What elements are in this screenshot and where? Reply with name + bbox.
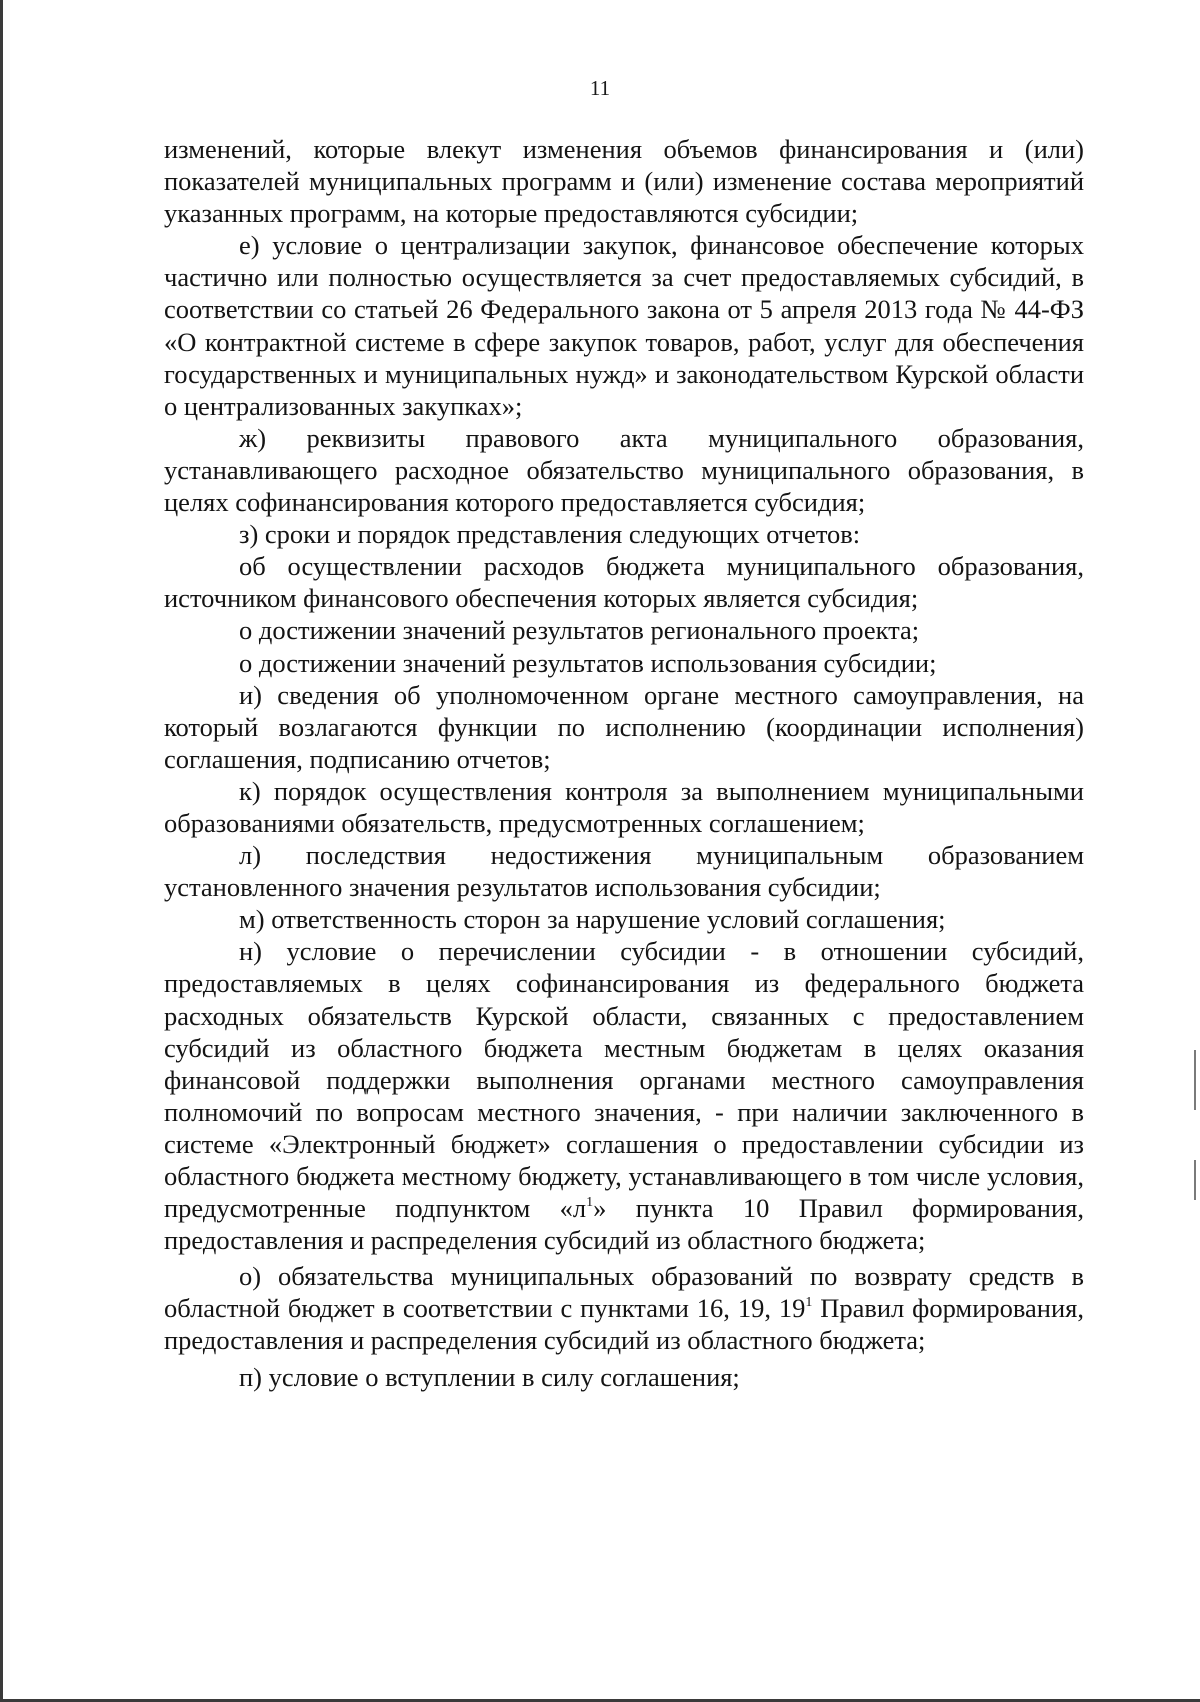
scan-right-edge-mark xyxy=(1194,1160,1196,1200)
paragraph-report-regional-project: о достижении значений результатов регионального проекта; xyxy=(239,615,920,646)
paragraph-item-n-text-end: » пункта 10 Правил формирования, предоставления и распределения субсидий из областного бюджета; xyxy=(164,1193,1084,1256)
paragraph-report-subsidy-results: о достижении значений результатов использования субсидии; xyxy=(239,647,937,678)
superscript: 1 xyxy=(805,1295,813,1311)
scan-right-edge-mark xyxy=(1194,1050,1196,1110)
paragraph-item-o-text-end: Правил формирования, предоставления и распределения субсидий из областного бюджета; xyxy=(164,1293,1084,1356)
paragraph-item-n xyxy=(164,935,1084,1256)
paragraph-item-o xyxy=(164,1260,1084,1356)
paragraph-item-k: к) порядок осуществления контроля за выполнением муниципальными образованиями обязательств, предусмотренных соглашением; xyxy=(164,775,1084,838)
paragraph-item-i: и) сведения об уполномоченном органе местного самоуправления, на который возлагаются функции по исполнению (координации исполнения) соглашения, подписанию отчетов; xyxy=(164,679,1084,774)
paragraph-item-zh: ж) реквизиты правового акта муниципального образования, устанавливающего расходное обязательство муниципального образования, в целях софинансирования которого предоставляется субсидия; xyxy=(164,422,1084,518)
paragraph-item-n-text: н) условие о перечислении субсидии - в отношении субсидий, предоставляемых в целях софинансирования из федерального бюджета расходных обязательств Курской области, связанных с предоставлением субсидий из областного бюджета местным бюджетам в целях оказания финансовой поддержки выполнения органами местного самоуправления полномочий по вопросам местного значения, - при наличии заключенного в системе «Электронный бюджет» соглашения о предоставлении субсидии из областного бюджета местному бюджету, устанавливающего в том числе условия, предусмотренные подпунктом «л xyxy=(164,936,1084,1224)
superscript: 1 xyxy=(586,1195,594,1211)
paragraph-item-o-text: о) обязательства муниципальных образований по возврату средств в областной бюджет в соответствии с пунктами 16, 19, 19 xyxy=(164,1261,1084,1324)
paragraph-item-z: з) сроки и порядок представления следующих отчетов: xyxy=(239,519,861,550)
paragraph-report-expenses: об осуществлении расходов бюджета муниципального образования, источником финансового обеспечения которых является субсидия; xyxy=(164,551,1084,614)
page-number: 11 xyxy=(589,76,611,100)
paragraph-item-p: п) условие о вступлении в силу соглашения; xyxy=(239,1361,740,1392)
paragraph-continuation: изменений, которые влекут изменения объемов финансирования и (или) показателей муниципальных программ и (или) изменение состава мероприятий указанных программ, на которые предоставляются субсидии; xyxy=(164,134,1084,229)
paragraph-item-e: е) условие о централизации закупок, финансовое обеспечение которых частично или полностью осуществляется за счет предоставляемых субсидий, в соответствии со статьей 26 Федерального закона от 5 апреля 2013 года № 44-ФЗ «О контрактной системе в сфере закупок товаров, работ, услуг для обеспечения государственных и муниципальных нужд» и законодательством Курской области о централизованных закупках»; xyxy=(164,230,1084,421)
scan-left-edge xyxy=(0,0,3,1702)
paragraph-item-l: л) последствия недостижения муниципальным образованием установленного значения результатов использования субсидии; xyxy=(164,840,1084,903)
paragraph-item-m: м) ответственность сторон за нарушение условий соглашения; xyxy=(239,904,946,935)
document-body xyxy=(164,133,1084,1393)
